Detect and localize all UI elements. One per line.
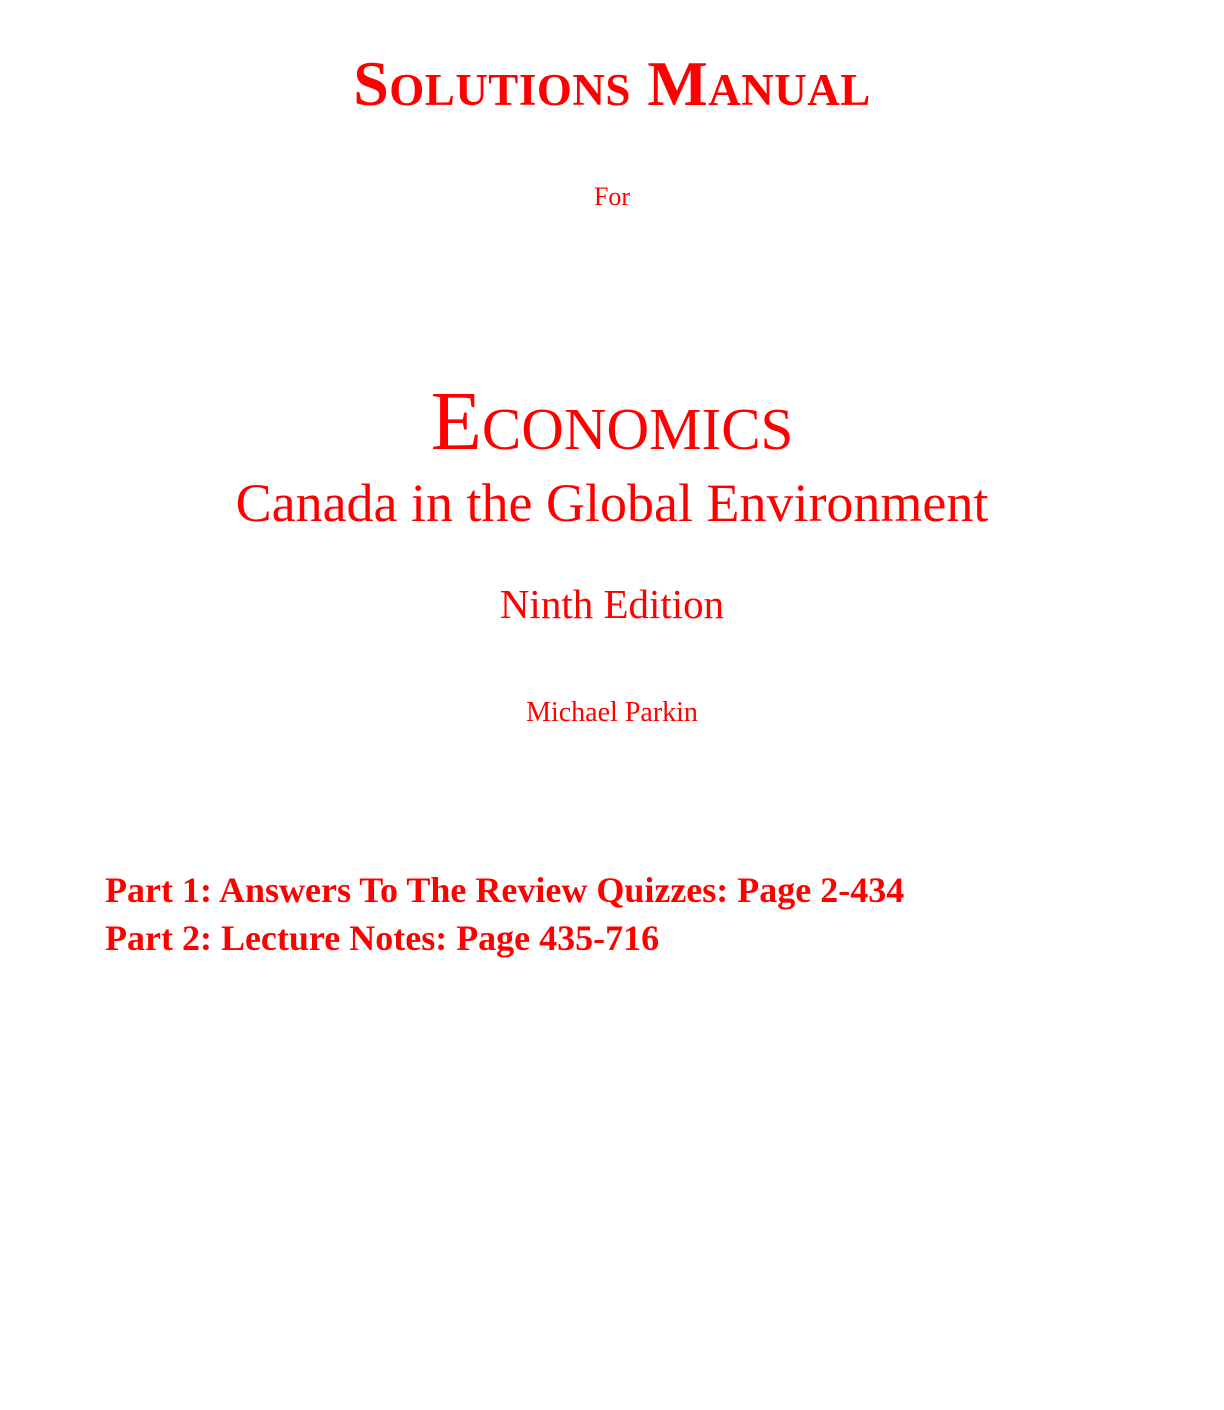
- contents-item-part-1: Part 1: Answers To The Review Quizzes: Page 2-434: [105, 870, 905, 910]
- book-subtitle: Canada in the Global Environment: [235, 473, 989, 533]
- book-title: Economics: [430, 375, 794, 468]
- manual-title: Solutions Manual: [353, 48, 871, 119]
- contents-item-part-2: Part 2: Lecture Notes: Page 435-716: [105, 918, 660, 958]
- edition-label: Ninth Edition: [499, 581, 725, 627]
- contents-list: [105, 866, 1105, 962]
- author-name: Michael Parkin: [526, 697, 698, 728]
- for-label: For: [593, 182, 631, 211]
